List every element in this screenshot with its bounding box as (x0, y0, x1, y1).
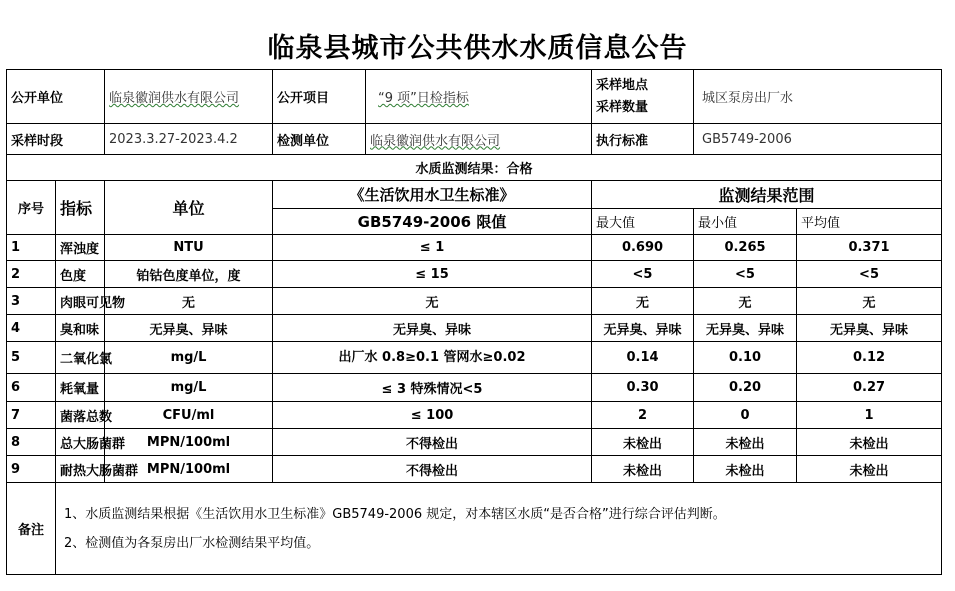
row-avg: 无 (797, 288, 942, 315)
unit-value: 临泉徽润供水有限公司 (105, 70, 273, 124)
row-limit: 出厂水 0.8≥0.1 管网水≥0.02 (273, 342, 592, 374)
location-label-2: 采样数量 (596, 99, 649, 115)
row-indicator: 肉眼可见物 (56, 288, 105, 315)
row-unit: 无 (105, 288, 273, 315)
row-seq: 3 (7, 288, 56, 315)
standard-label: 执行标准 (592, 124, 694, 155)
notes-label: 备注 (7, 483, 56, 575)
row-max: 0.690 (592, 235, 694, 261)
note-line-1: 1、水质监测结果根据《生活饮用水卫生标准》GB5749-2006 规定，对本辖区水质“是否合格”进行综合评估判断。 (64, 506, 726, 522)
location-label (592, 70, 694, 124)
row-seq: 9 (7, 456, 56, 483)
row-limit: 无异臭、异味 (273, 315, 592, 342)
col-unit: 单位 (105, 181, 273, 235)
row-max: 0.14 (592, 342, 694, 374)
row-min: 无异臭、异味 (694, 315, 797, 342)
row-indicator: 二氧化氯 (56, 342, 105, 374)
row-max: 2 (592, 402, 694, 429)
row-seq: 1 (7, 235, 56, 261)
unit-label: 公开单位 (7, 70, 105, 124)
row-min: 0.265 (694, 235, 797, 261)
row-avg: 无异臭、异味 (797, 315, 942, 342)
row-unit: 铂钴色度单位，度 (105, 261, 273, 288)
item-value: “9 项”日检指标 (366, 70, 592, 124)
table-row (7, 342, 942, 374)
row-unit: MPN/100ml (105, 456, 273, 483)
row-avg: 未检出 (797, 456, 942, 483)
row-seq: 4 (7, 315, 56, 342)
row-limit: 不得检出 (273, 429, 592, 456)
row-avg: 未检出 (797, 429, 942, 456)
header-row-sampling (7, 124, 942, 155)
row-indicator: 臭和味 (56, 315, 105, 342)
row-min: 未检出 (694, 429, 797, 456)
col-seq: 序号 (7, 181, 56, 235)
table-row (7, 402, 942, 429)
col-limit-1: 《生活饮用水卫生标准》 (273, 181, 592, 209)
location-label-1: 采样地点 (596, 77, 649, 93)
table-row (7, 456, 942, 483)
result-row (7, 155, 942, 181)
row-limit: ≤ 15 (273, 261, 592, 288)
row-indicator: 总大肠菌群 (56, 429, 105, 456)
row-limit: ≤ 3 特殊情况<5 (273, 374, 592, 402)
row-avg: 0.371 (797, 235, 942, 261)
item-label: 公开项目 (273, 70, 366, 124)
row-max: <5 (592, 261, 694, 288)
standard-value: GB5749-2006 (694, 124, 942, 155)
row-indicator: 菌落总数 (56, 402, 105, 429)
time-value: 2023.3.27-2023.4.2 (105, 124, 273, 155)
row-avg: 0.12 (797, 342, 942, 374)
row-min: 0.20 (694, 374, 797, 402)
row-avg: <5 (797, 261, 942, 288)
row-min: <5 (694, 261, 797, 288)
row-unit: MPN/100ml (105, 429, 273, 456)
table-row (7, 429, 942, 456)
row-seq: 2 (7, 261, 56, 288)
row-indicator: 耗氧量 (56, 374, 105, 402)
row-min: 未检出 (694, 456, 797, 483)
notes-content (56, 483, 942, 575)
table-row (7, 288, 942, 315)
row-indicator: 耐热大肠菌群 (56, 456, 105, 483)
page-title: 临泉县城市公共供水水质信息公告 (267, 33, 688, 64)
table-row (7, 374, 942, 402)
row-indicator: 色度 (56, 261, 105, 288)
row-avg: 1 (797, 402, 942, 429)
row-unit: NTU (105, 235, 273, 261)
row-min: 无 (694, 288, 797, 315)
row-max: 0.30 (592, 374, 694, 402)
row-limit: 无 (273, 288, 592, 315)
row-unit: mg/L (105, 374, 273, 402)
note-line-2: 2、检测值为各泵房出厂水检测结果平均值。 (64, 535, 320, 551)
row-max: 无异臭、异味 (592, 315, 694, 342)
result-text: 水质监测结果：合格 (7, 155, 942, 181)
detect-label: 检测单位 (273, 124, 366, 155)
row-seq: 8 (7, 429, 56, 456)
time-label: 采样时段 (7, 124, 105, 155)
table-row (7, 235, 942, 261)
row-seq: 7 (7, 402, 56, 429)
location-value: 城区泵房出厂水 (694, 70, 942, 124)
row-limit: ≤ 100 (273, 402, 592, 429)
row-max: 无 (592, 288, 694, 315)
row-max: 未检出 (592, 456, 694, 483)
col-limit-2: GB5749-2006 限值 (273, 209, 592, 235)
table-row (7, 315, 942, 342)
row-min: 0 (694, 402, 797, 429)
row-avg: 0.27 (797, 374, 942, 402)
header-row-publisher (7, 70, 942, 124)
row-limit: ≤ 1 (273, 235, 592, 261)
col-range: 监测结果范围 (592, 181, 942, 209)
column-header-row-1 (7, 181, 942, 209)
row-seq: 6 (7, 374, 56, 402)
row-max: 未检出 (592, 429, 694, 456)
row-indicator: 浑浊度 (56, 235, 105, 261)
row-unit: mg/L (105, 342, 273, 374)
col-indicator: 指标 (56, 181, 105, 235)
row-unit: CFU/ml (105, 402, 273, 429)
row-limit: 不得检出 (273, 456, 592, 483)
notes-row (7, 483, 942, 575)
detect-value: 临泉徽润供水有限公司 (366, 124, 592, 155)
row-unit: 无异臭、异味 (105, 315, 273, 342)
water-quality-table (6, 69, 942, 575)
row-min: 0.10 (694, 342, 797, 374)
col-max: 最大值 (592, 209, 694, 235)
row-seq: 5 (7, 342, 56, 374)
table-row (7, 261, 942, 288)
col-avg: 平均值 (797, 209, 942, 235)
col-min: 最小值 (694, 209, 797, 235)
